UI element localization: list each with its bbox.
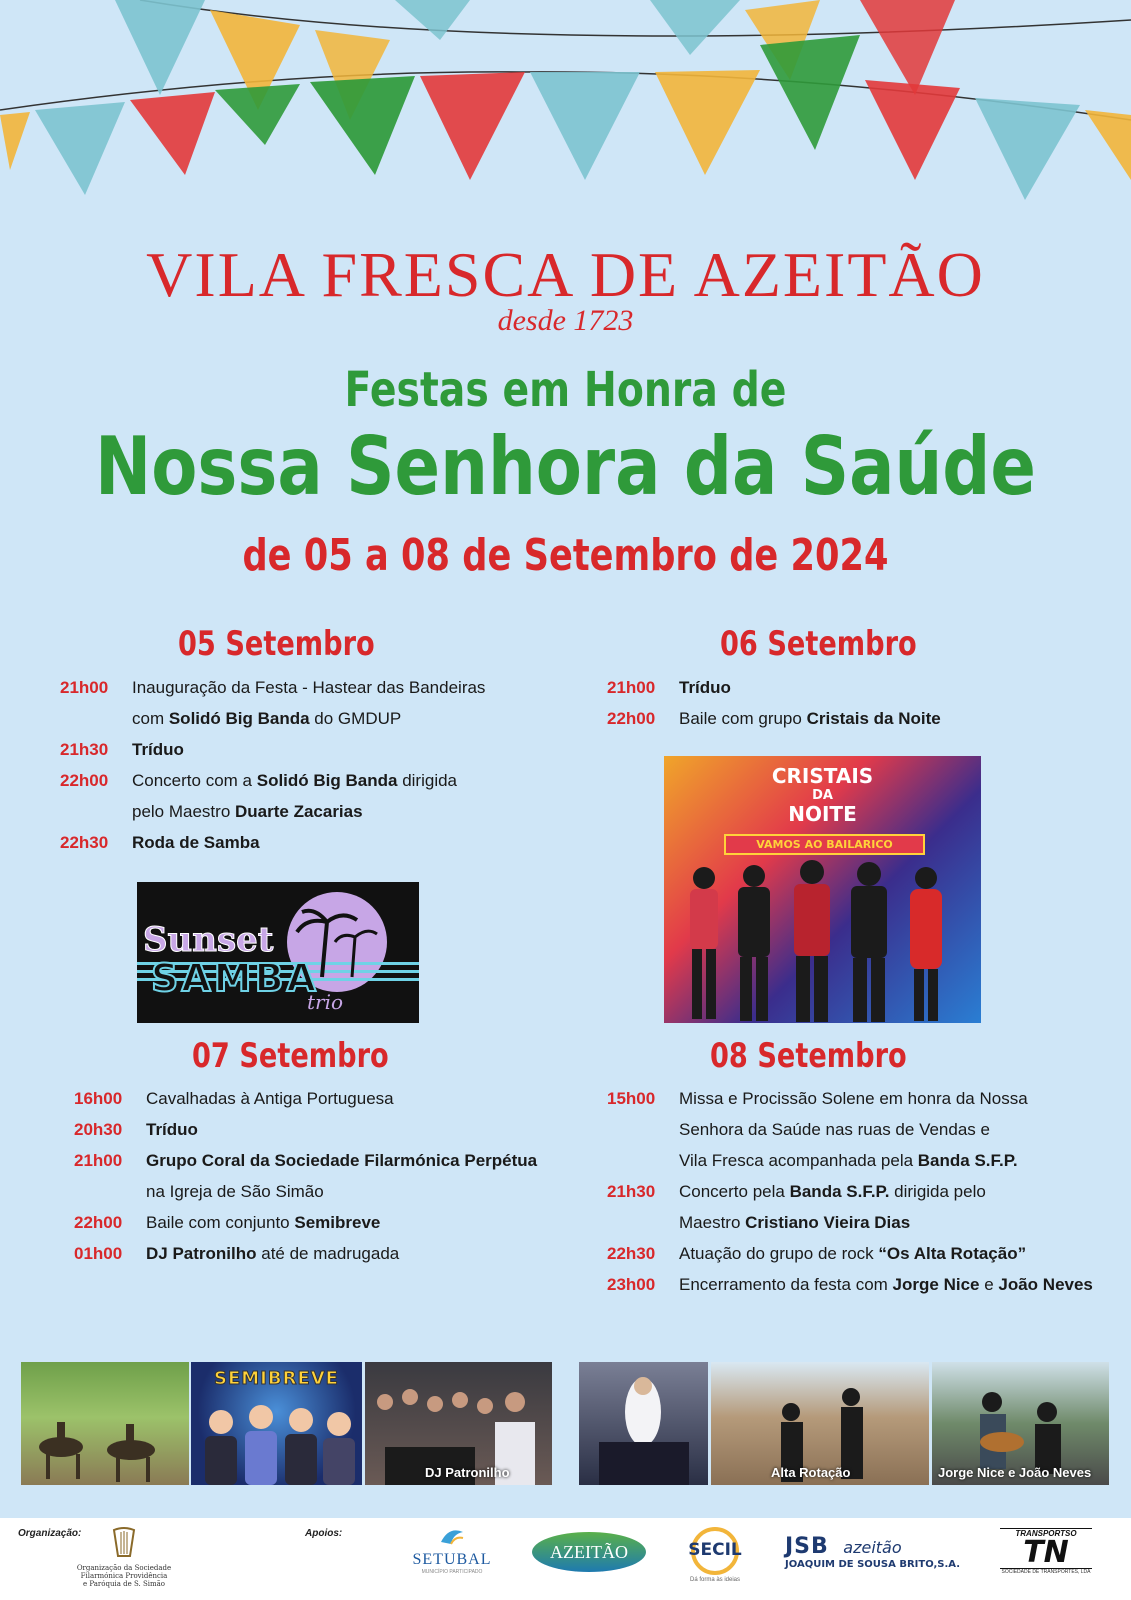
town-title: VILA FRESCA DE AZEITÃO xyxy=(146,239,985,310)
setubal-wave-icon xyxy=(437,1524,467,1546)
program-row xyxy=(74,1176,537,1207)
program-text: Vila Fresca acompanhada pela xyxy=(679,1150,918,1170)
program-highlight: Jorge Nice xyxy=(892,1274,980,1294)
program-highlight: Banda S.F.P. xyxy=(789,1181,890,1201)
program-time: 22h30 xyxy=(60,832,109,852)
program-text: dirigida pelo xyxy=(889,1181,986,1201)
secil-logo: SECIL Dá forma às ideias xyxy=(680,1526,750,1583)
program-description xyxy=(132,709,401,729)
sunset-samba-poster xyxy=(137,882,419,1023)
program-text: e xyxy=(979,1274,999,1294)
day-title: 05 Setembro xyxy=(178,624,375,664)
rock-caption: Alta Rotação xyxy=(771,1465,851,1480)
program-text: Concerto pela xyxy=(679,1181,790,1201)
pennant xyxy=(530,72,640,180)
program-description xyxy=(132,678,485,698)
program-time: 22h00 xyxy=(607,708,656,728)
program-row xyxy=(607,1269,1093,1300)
jorge-nice-joao-neves-photo xyxy=(932,1362,1109,1485)
day-program-05 xyxy=(60,672,485,858)
program-description xyxy=(132,771,457,791)
organization-text: Organização da Sociedade Filarmónica Providência e Paróquia de S. Simão xyxy=(76,1564,172,1588)
program-row xyxy=(74,1114,537,1145)
program-highlight: Tríduo xyxy=(679,677,731,697)
program-text: pelo Maestro xyxy=(132,801,235,821)
program-row xyxy=(607,1238,1093,1269)
program-time: 21h00 xyxy=(74,1150,123,1170)
program-row xyxy=(60,827,485,858)
band-members-silhouettes xyxy=(664,856,981,1023)
program-text: Inauguração da Festa - Hastear das Bandeiras xyxy=(132,677,486,697)
jsb-name: JOAQUIM DE SOUSA BRITO,S.A. xyxy=(785,1559,960,1570)
bunting-decoration xyxy=(0,0,1131,230)
program-text: Baile com grupo xyxy=(679,708,807,728)
program-row xyxy=(607,1145,1093,1176)
pennant xyxy=(115,0,205,95)
program-description xyxy=(132,802,363,822)
program-highlight: DJ Patronilho xyxy=(146,1243,257,1263)
program-highlight: Grupo Coral da Sociedade Filarmónica Perpétua xyxy=(146,1150,538,1170)
program-time: 22h00 xyxy=(60,770,109,790)
program-text: dirigida xyxy=(397,770,458,790)
program-time: 16h00 xyxy=(74,1088,123,1108)
semibreve-label: SEMIBREVE xyxy=(214,1368,339,1389)
program-time: 22h30 xyxy=(607,1243,656,1263)
alta-rotacao-photo xyxy=(711,1362,929,1485)
program-highlight: Tríduo xyxy=(132,739,184,759)
since-subtitle: desde 1723 xyxy=(497,304,634,337)
pennant xyxy=(310,76,415,175)
pennant xyxy=(655,70,760,175)
cavalhadas-photo xyxy=(21,1362,189,1485)
pennant xyxy=(650,0,740,55)
jsb-mark: JSB xyxy=(785,1534,829,1559)
program-highlight: Semibreve xyxy=(294,1212,381,1232)
day-program-07 xyxy=(74,1083,537,1269)
program-text: Senhora da Saúde nas ruas de Vendas e xyxy=(679,1119,990,1139)
program-description xyxy=(146,1120,198,1140)
program-highlight: Roda de Samba xyxy=(132,832,260,852)
program-highlight: Duarte Zacarias xyxy=(235,801,363,821)
program-text: do GMDUP xyxy=(309,708,402,728)
semibreve-photo xyxy=(191,1362,362,1485)
program-description xyxy=(146,1089,394,1109)
program-description xyxy=(132,833,260,853)
cristais-word-2: DA xyxy=(812,788,833,803)
festival-dates: de 05 a 08 de Setembro de 2024 xyxy=(242,530,889,581)
program-text: na Igreja de São Simão xyxy=(146,1181,324,1201)
program-row xyxy=(60,765,485,796)
day-program-06 xyxy=(607,672,941,734)
program-text: Missa e Procissão Solene em honra da Nossa xyxy=(679,1088,1028,1108)
program-description xyxy=(146,1213,380,1233)
program-text: Encerramento da festa com xyxy=(679,1274,893,1294)
program-description xyxy=(679,1275,1093,1295)
program-row xyxy=(607,1176,1093,1207)
program-text: com xyxy=(132,708,169,728)
program-row xyxy=(607,1083,1093,1114)
program-time: 21h30 xyxy=(607,1181,656,1201)
program-description xyxy=(679,1182,986,1202)
footer xyxy=(0,1518,1131,1600)
program-description xyxy=(679,678,731,698)
festival-title-line1: Festas em Honra de xyxy=(344,362,787,418)
program-row xyxy=(74,1207,537,1238)
program-highlight: Tríduo xyxy=(146,1119,198,1139)
program-row xyxy=(74,1083,537,1114)
program-row xyxy=(607,1207,1093,1238)
program-time: 15h00 xyxy=(607,1088,656,1108)
program-highlight: Banda S.F.P. xyxy=(917,1150,1018,1170)
day-title: 08 Setembro xyxy=(710,1036,907,1076)
program-description xyxy=(146,1182,324,1202)
program-time: 21h00 xyxy=(607,677,656,697)
samba-word-sunset: Sunset xyxy=(143,920,274,960)
jsb-brand: azeitão xyxy=(843,1538,902,1557)
pennant xyxy=(35,102,125,195)
program-description xyxy=(679,1120,990,1140)
organization-label: Organização: xyxy=(18,1528,82,1539)
program-row xyxy=(607,672,941,703)
dj-patronilho-photo xyxy=(365,1362,552,1485)
program-row xyxy=(60,796,485,827)
duo-caption: Jorge Nice e João Neves xyxy=(938,1465,1092,1480)
pennant xyxy=(865,80,960,180)
program-text: Atuação do grupo de rock xyxy=(679,1243,879,1263)
pennant xyxy=(395,0,470,40)
program-row xyxy=(74,1145,537,1176)
program-row xyxy=(607,1114,1093,1145)
program-row xyxy=(74,1238,537,1269)
program-time: 20h30 xyxy=(74,1119,123,1139)
program-time: 21h00 xyxy=(60,677,109,697)
pennant xyxy=(760,35,860,150)
cristais-word-1: CRISTAIS xyxy=(771,764,874,788)
program-text: Maestro xyxy=(679,1212,746,1232)
program-highlight: João Neves xyxy=(998,1274,1093,1294)
samba-word-samba: SAMBA xyxy=(151,956,319,1000)
pennant xyxy=(0,112,30,170)
program-time: 22h00 xyxy=(74,1212,123,1232)
program-highlight: Solidó Big Banda xyxy=(256,770,398,790)
pennant xyxy=(420,72,525,180)
lyre-emblem-icon xyxy=(110,1526,138,1560)
pennant xyxy=(860,0,955,95)
dj-caption: DJ Patronilho xyxy=(425,1465,510,1480)
pennant xyxy=(130,92,215,175)
program-description xyxy=(146,1151,537,1171)
program-row xyxy=(60,703,485,734)
pennant xyxy=(1085,110,1131,180)
program-highlight: Cristiano Vieira Dias xyxy=(745,1212,911,1232)
support-label: Apoios: xyxy=(305,1528,343,1539)
program-description xyxy=(679,1151,1018,1171)
azeitao-logo: AZEITÃO xyxy=(532,1532,646,1572)
day-title: 06 Setembro xyxy=(720,624,917,664)
program-description xyxy=(679,1089,1028,1109)
program-description xyxy=(679,709,941,729)
jsb-azeitao-logo xyxy=(785,1534,965,1570)
setubal-logo: SETUBAL MUNICÍPIO PARTICIPADO xyxy=(410,1524,494,1575)
program-highlight: Solidó Big Banda xyxy=(168,708,310,728)
day-title: 07 Setembro xyxy=(192,1036,389,1076)
program-description xyxy=(146,1244,399,1264)
program-text: Cavalhadas à Antiga Portuguesa xyxy=(146,1088,394,1108)
program-description xyxy=(132,740,184,760)
pennant xyxy=(975,98,1080,200)
tn-logo: TRANSPORTSO TN SOCIEDADE DE TRANSPORTES, LDA xyxy=(1001,1529,1091,1575)
program-description xyxy=(679,1244,1026,1264)
cristais-word-3: NOITE xyxy=(788,802,857,826)
samba-word-trio: trio xyxy=(307,990,344,1014)
pennant xyxy=(215,84,300,145)
program-highlight: Cristais da Noite xyxy=(806,708,941,728)
program-row xyxy=(607,703,941,734)
program-time: 21h30 xyxy=(60,739,109,759)
program-row xyxy=(60,734,485,765)
program-description xyxy=(679,1213,910,1233)
program-time: 01h00 xyxy=(74,1243,123,1263)
day-program-08 xyxy=(607,1083,1093,1300)
procession-photo xyxy=(579,1362,708,1485)
program-time: 23h00 xyxy=(607,1274,656,1294)
program-highlight: “Os Alta Rotação” xyxy=(878,1243,1027,1263)
festival-title-line2: Nossa Senhora da Saúde xyxy=(95,420,1036,513)
cristais-tagline: VAMOS AO BAILARICO xyxy=(724,834,925,855)
program-text: Concerto com a xyxy=(132,770,257,790)
cristais-da-noite-poster xyxy=(664,756,981,1023)
program-text: Baile com conjunto xyxy=(146,1212,295,1232)
program-row xyxy=(60,672,485,703)
program-text: até de madrugada xyxy=(256,1243,400,1263)
